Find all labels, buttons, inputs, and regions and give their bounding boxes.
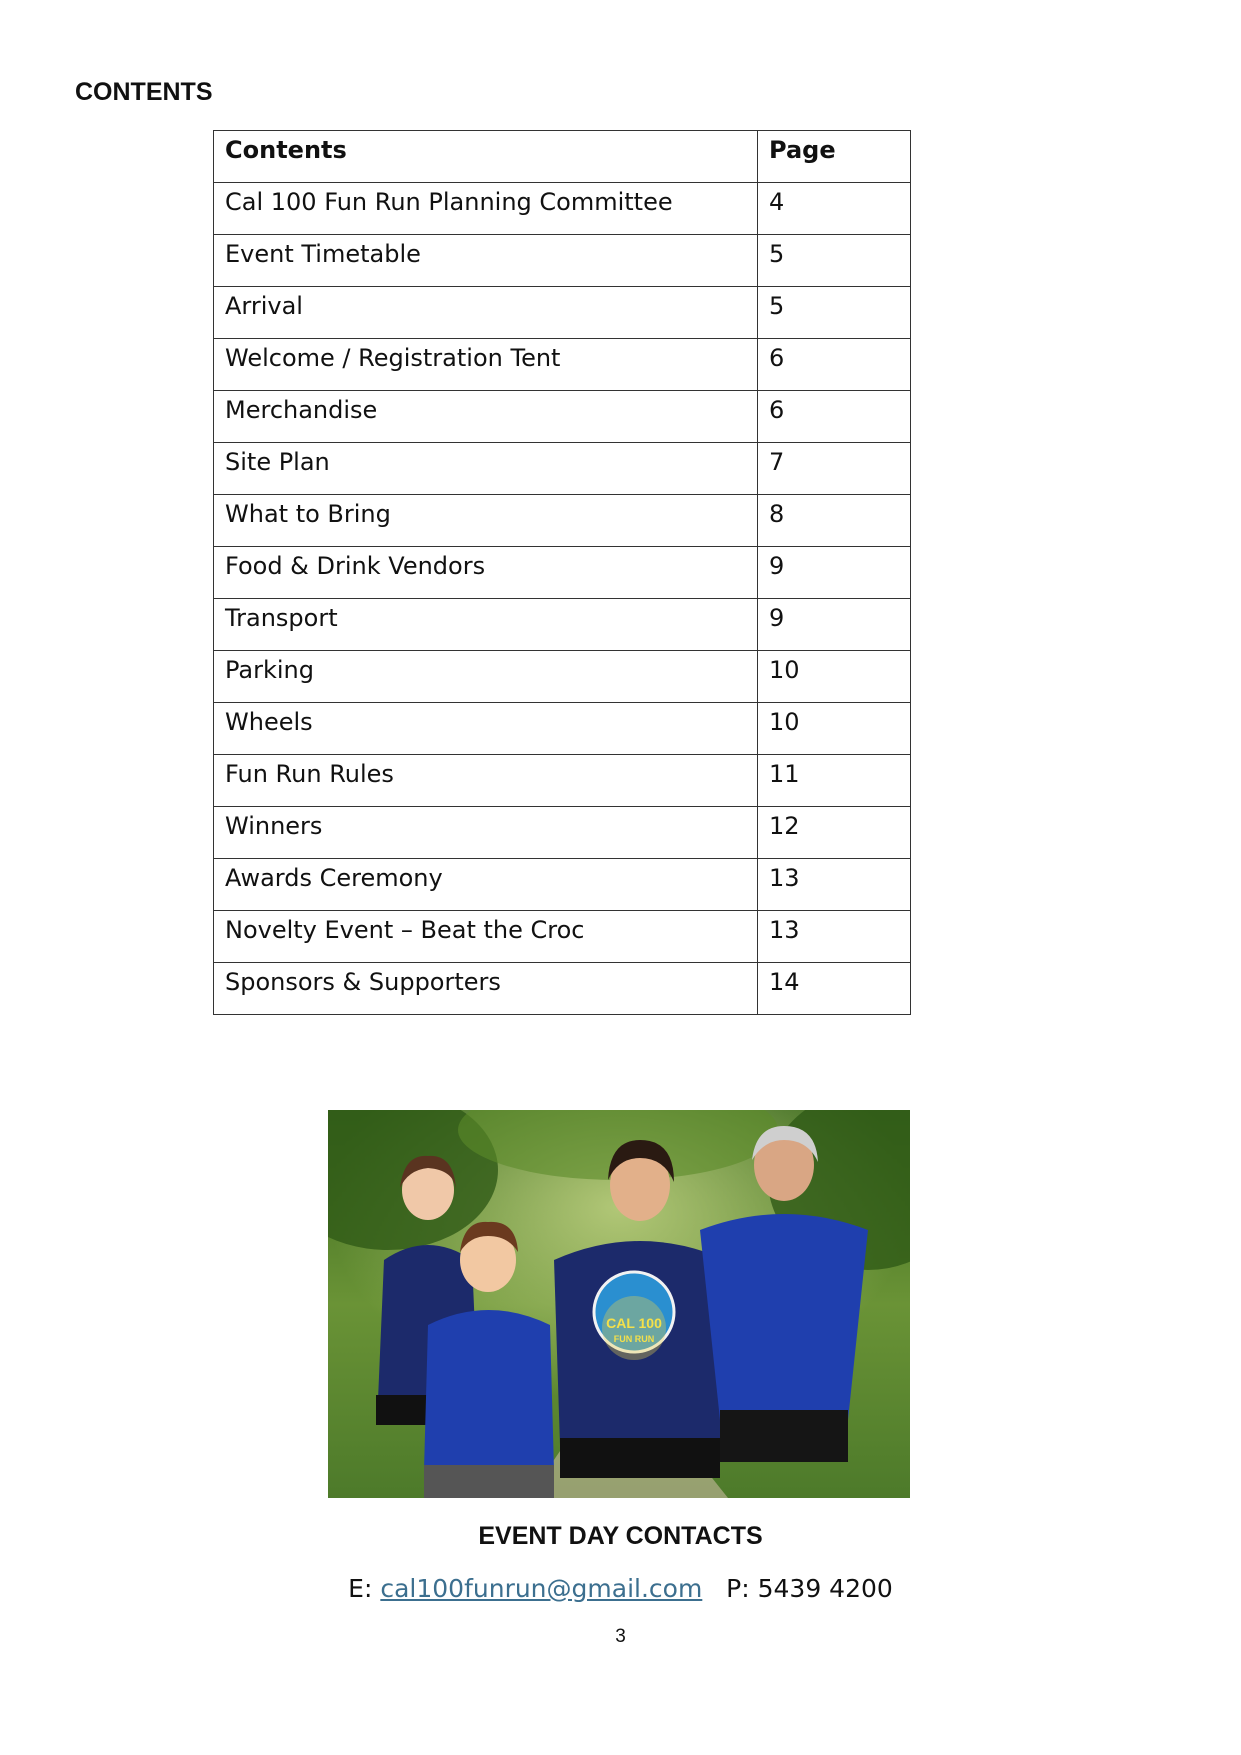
email-link[interactable]: cal100funrun@gmail.com <box>380 1574 703 1603</box>
shirt-logo-text-2: FUN RUN <box>613 1334 655 1344</box>
row-page: 5 <box>758 235 911 287</box>
row-page: 9 <box>758 547 911 599</box>
row-page: 4 <box>758 183 911 235</box>
row-title: What to Bring <box>214 495 758 547</box>
row-page: 8 <box>758 495 911 547</box>
table-row <box>214 703 911 755</box>
row-page: 5 <box>758 287 911 339</box>
row-title: Sponsors & Supporters <box>214 963 758 1015</box>
table-row <box>214 859 911 911</box>
email-prefix: E: <box>348 1574 373 1603</box>
shirt-logo-text-1: CAL 100 <box>606 1315 662 1331</box>
row-page: 6 <box>758 391 911 443</box>
table-row <box>214 183 911 235</box>
row-title: Novelty Event – Beat the Croc <box>214 911 758 963</box>
table-row <box>214 339 911 391</box>
table-row <box>214 235 911 287</box>
table-row <box>214 755 911 807</box>
page-number: 3 <box>615 1626 626 1647</box>
row-title: Winners <box>214 807 758 859</box>
row-page: 11 <box>758 755 911 807</box>
row-title: Site Plan <box>214 443 758 495</box>
table-row <box>214 651 911 703</box>
row-title: Transport <box>214 599 758 651</box>
row-page: 12 <box>758 807 911 859</box>
family-running-photo <box>328 1110 910 1498</box>
row-page: 10 <box>758 703 911 755</box>
table-row <box>214 963 911 1015</box>
contents-table-body <box>214 183 911 1015</box>
row-page: 6 <box>758 339 911 391</box>
row-page: 9 <box>758 599 911 651</box>
event-day-contacts-heading: EVENT DAY CONTACTS <box>478 1522 763 1550</box>
phone-prefix: P: <box>726 1574 750 1603</box>
row-page: 14 <box>758 963 911 1015</box>
page-heading: CONTENTS <box>75 78 213 106</box>
row-title: Arrival <box>214 287 758 339</box>
header-contents: Contents <box>214 131 758 183</box>
row-title: Welcome / Registration Tent <box>214 339 758 391</box>
row-page: 13 <box>758 859 911 911</box>
table-row <box>214 495 911 547</box>
table-row <box>214 391 911 443</box>
table-row <box>214 443 911 495</box>
phone-number: 5439 4200 <box>757 1574 893 1603</box>
row-title: Awards Ceremony <box>214 859 758 911</box>
contents-table <box>213 130 911 1015</box>
running-family-illustration <box>328 1110 910 1498</box>
row-title: Fun Run Rules <box>214 755 758 807</box>
row-title: Merchandise <box>214 391 758 443</box>
row-title: Cal 100 Fun Run Planning Committee <box>214 183 758 235</box>
row-title: Parking <box>214 651 758 703</box>
table-row <box>214 287 911 339</box>
contacts-line <box>0 1574 1241 1603</box>
row-title: Wheels <box>214 703 758 755</box>
table-row <box>214 911 911 963</box>
table-row <box>214 807 911 859</box>
row-page: 7 <box>758 443 911 495</box>
row-page: 13 <box>758 911 911 963</box>
table-row <box>214 547 911 599</box>
table-header-row <box>214 131 911 183</box>
row-title: Food & Drink Vendors <box>214 547 758 599</box>
table-row <box>214 599 911 651</box>
row-title: Event Timetable <box>214 235 758 287</box>
row-page: 10 <box>758 651 911 703</box>
header-page: Page <box>758 131 911 183</box>
